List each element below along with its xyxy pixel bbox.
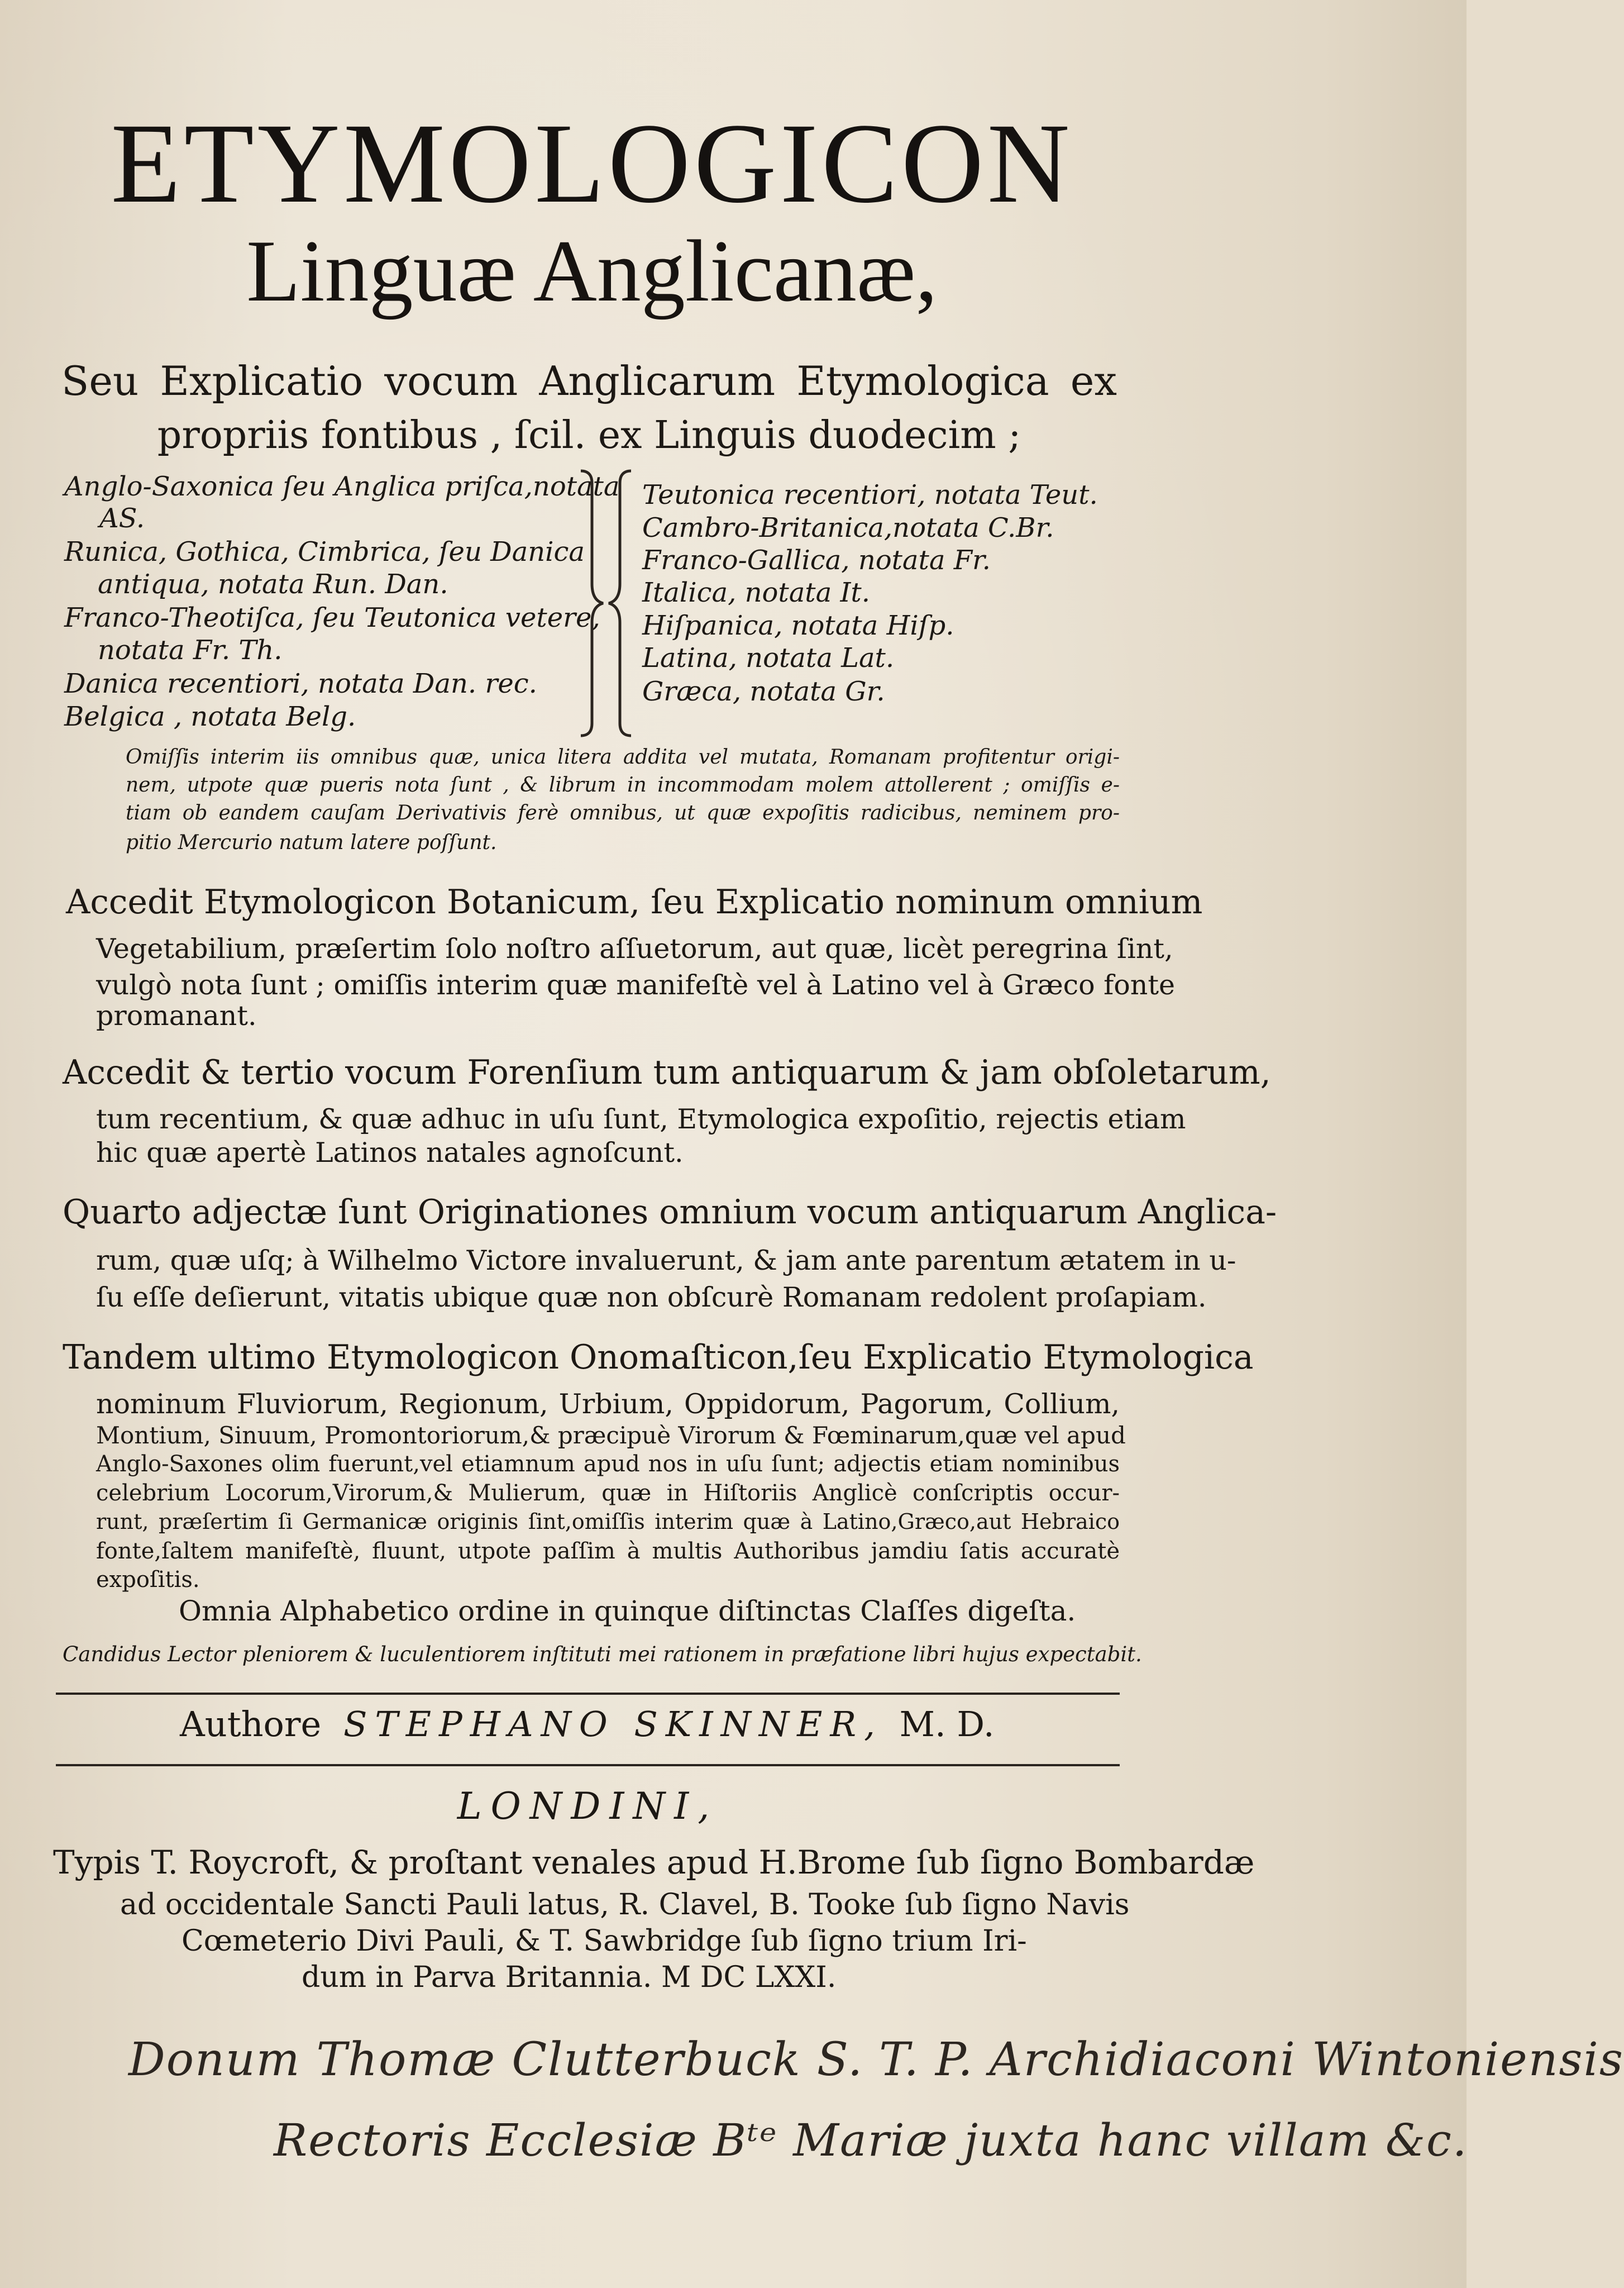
- forensium-line-2: tum recentium, & quæ adhuc in uſu ſunt, Etymologica expoſitio, rejectis etiam: [96, 1103, 1186, 1135]
- language-right-7: Græca, notata Gr.: [642, 676, 885, 707]
- language-left-6: notata Fr. Th.: [98, 635, 283, 666]
- book-subtitle: Linguæ Anglicanæ,: [246, 222, 938, 320]
- author-prefix: Authore: [180, 1704, 322, 1744]
- omissis-line-3: tiam ob eandem cauſam Derivativis ferè omnibus, ut quæ expoſitis radicibus, neminem pro-: [126, 802, 1120, 824]
- rule-bottom: [56, 1764, 1120, 1766]
- imprint-city: LONDINI,: [457, 1785, 719, 1828]
- rule-top: [56, 1693, 1120, 1695]
- language-left-3: Runica, Gothica, Cimbrica, ſeu Danica: [64, 536, 585, 568]
- quarto-line-2: rum, quæ uſq; à Wilhelmo Victore invaluerunt, & jam ante parentum ætatem in u-: [96, 1245, 1236, 1276]
- language-left-4: antiqua, notata Run. Dan.: [98, 569, 448, 600]
- quarto-line-1: Quarto adjectæ ſunt Originationes omnium vocum antiquarum Anglica-: [63, 1193, 1277, 1232]
- language-left-7: Danica recentiori, notata Dan. rec.: [64, 668, 537, 699]
- author-degree: M. D.: [899, 1704, 995, 1744]
- tandem-line-4: Anglo-Saxones olim fuerunt,vel etiamnum apud nos in uſu ſunt; adjectis etiam nominibus: [96, 1451, 1120, 1477]
- handwritten-inscription-line-2: Rectoris Ecclesiæ Bᵗᵉ Mariæ juxta hanc villam &c.: [274, 2114, 1468, 2166]
- forensium-line-1: Accedit & tertio vocum Forenſium tum antiquarum & jam obſoletarum,: [63, 1053, 1271, 1092]
- language-right-1: Teutonica recentiori, notata Teut.: [642, 479, 1098, 511]
- language-right-5: Hiſpanica, notata Hiſp.: [642, 610, 954, 641]
- language-right-6: Latina, notata Lat.: [642, 642, 895, 674]
- handwritten-inscription-line-1: Donum Thomæ Clutterbuck S. T. P. Archidiaconi Wintoniensis: [128, 2033, 1624, 2086]
- tandem-line-8: expoſitis.: [96, 1567, 200, 1593]
- language-right-2: Cambro-Britanica,notata C.Br.: [642, 512, 1054, 544]
- botanicum-line-2: Vegetabilium, præſertim ſolo noſtro aſſuetorum, aut quæ, licèt peregrina ſint,: [96, 933, 1173, 965]
- omissis-line-1: Omiſſis interim iis omnibus quæ, unica litera addita vel mutata, Romanam profitentur origi-: [126, 746, 1120, 769]
- language-right-4: Italica, notata It.: [642, 577, 870, 608]
- language-left-5: Franco-Theotiſca, ſeu Teutonica vetere,: [64, 602, 600, 633]
- tandem-line-3: Montium, Sinuum, Promontoriorum,& præcipuè Virorum & Fœminarum,quæ vel apud: [96, 1422, 1126, 1449]
- tandem-line-2: nominum Fluviorum, Regionum, Urbium, Oppidorum, Pagorum, Collium,: [96, 1388, 1120, 1420]
- botanicum-line-4: promanant.: [96, 1000, 257, 1032]
- botanicum-line-3: vulgò nota ſunt ; omiſſis interim quæ manifeſtè vel à Latino vel à Græco fonte: [96, 969, 1176, 1001]
- tandem-line-1: Tandem ultimo Etymologicon Onomaſticon,ſeu Explicatio Etymologica: [63, 1338, 1254, 1377]
- quarto-line-3: ſu eſſe deſierunt, vitatis ubique quæ non obſcurè Romanam redolent proſapiam.: [96, 1281, 1207, 1313]
- botanicum-line-1: Accedit Etymologicon Botanicum, ſeu Explicatio nominum omnium: [66, 883, 1203, 922]
- imprint-line-3: Cœmeterio Divi Pauli, & T. Sawbridge ſub ſigno trium Iri-: [181, 1924, 1027, 1958]
- language-left-8: Belgica , notata Belg.: [64, 701, 356, 732]
- imprint-line-2: ad occidentale Sancti Pauli latus, R. Clavel, B. Tooke ſub ſigno Navis: [120, 1888, 1130, 1922]
- language-left-1: Anglo-Saxonica ſeu Anglica priſca,notata: [64, 471, 620, 502]
- tandem-line-6: runt, præſertim ſi Germanicæ originis ſint,omiſſis interim quæ à Latino,Græco,aut Hebraico: [96, 1509, 1120, 1534]
- language-braces: [564, 466, 648, 740]
- author-name: STEPHANO SKINNER,: [343, 1704, 883, 1744]
- tandem-line-7: fonte,ſaltem manifeſtè, fluunt, utpote paſſim à multis Authoribus jamdiu ſatis accuratè: [96, 1538, 1120, 1564]
- language-left-2: AS.: [99, 503, 145, 534]
- imprint-line-4: dum in Parva Britannia. M DC LXXI.: [302, 1961, 837, 1994]
- book-title: ETYMOLOGICON: [111, 100, 1073, 227]
- language-right-3: Franco-Gallica, notata Fr.: [642, 545, 991, 576]
- omissis-line-4: pitio Mercurio natum latere poſſunt.: [126, 831, 497, 854]
- author-line: [180, 1704, 995, 1744]
- lead-line-1: Seu Explicatio vocum Anglicarum Etymologica ex: [61, 358, 1117, 404]
- omissis-line-2: nem, utpote quæ pueris nota ſunt , & librum in incommodam molem attollerent ; omiſſis e-: [126, 774, 1120, 797]
- omnia-line: Omnia Alphabetico ordine in quinque diſtinctas Claſſes digeſta.: [179, 1595, 1076, 1627]
- imprint-line-1: Typis T. Roycroft, & proſtant venales apud H.Brome ſub ſigno Bombardæ: [53, 1843, 1255, 1881]
- candidus-line: Candidus Lector pleniorem & luculentiorem inſtituti mei rationem in præfatione libri hujus expectabit.: [63, 1642, 1142, 1666]
- forensium-line-3: hic quæ apertè Latinos natales agnoſcunt.: [96, 1137, 684, 1169]
- lead-line-2: propriis fontibus , ſcil. ex Linguis duodecim ;: [157, 413, 1021, 457]
- tandem-line-5: celebrium Locorum,Virorum,& Mulierum, quæ in Hiſtoriis Anglicè conſcriptis occur-: [96, 1480, 1120, 1506]
